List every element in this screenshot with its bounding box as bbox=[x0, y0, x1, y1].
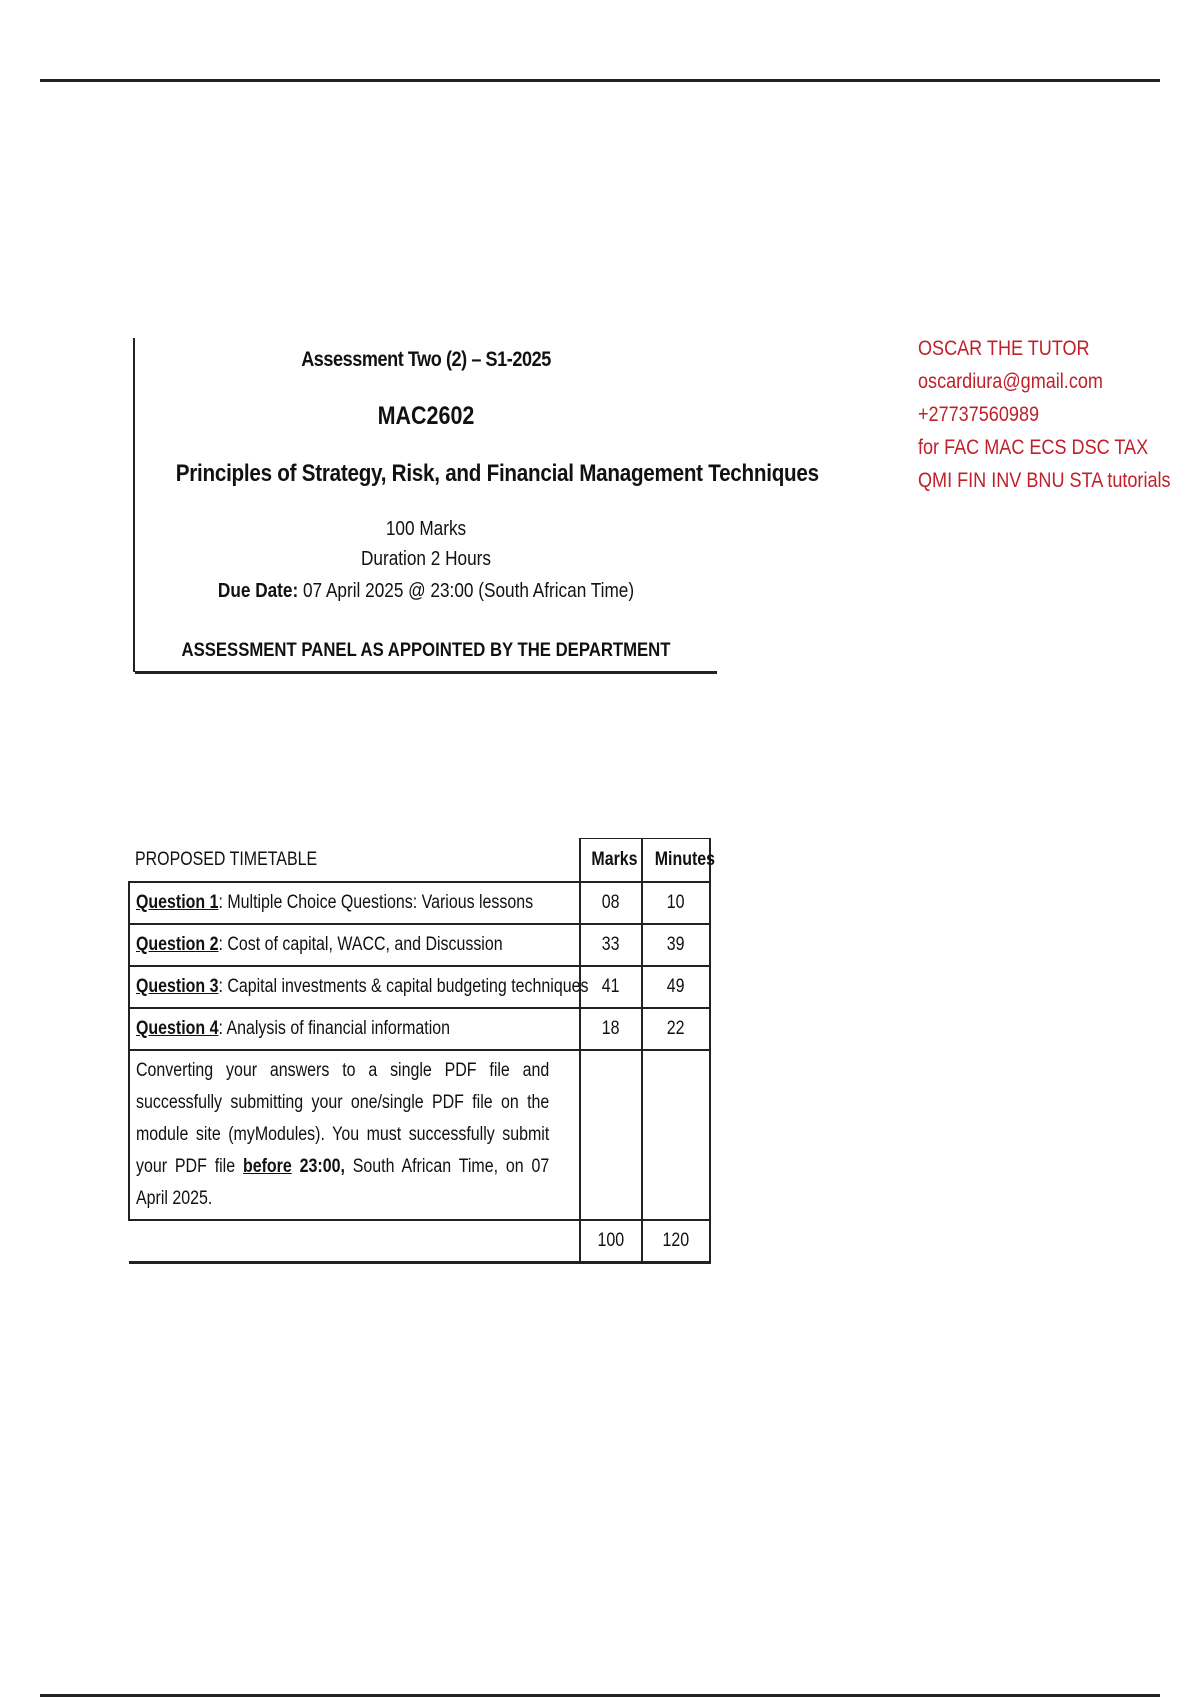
question-label: Question 1 bbox=[136, 892, 219, 913]
question-label: Question 3 bbox=[136, 976, 219, 997]
assessment-title: Assessment Two (2) – S1-2025 bbox=[301, 348, 551, 371]
minutes-cell: 49 bbox=[642, 966, 710, 1008]
minutes-cell: 22 bbox=[642, 1008, 710, 1050]
tutor-phone: +27737560989 bbox=[918, 403, 1040, 426]
header-rule bbox=[40, 79, 1160, 82]
marks-cell: 08 bbox=[580, 882, 642, 924]
col-minutes: Minutes bbox=[642, 839, 710, 883]
tutor-subjects-1: for FAC MAC ECS DSC TAX bbox=[918, 436, 1149, 459]
table-row bbox=[129, 1008, 710, 1050]
question-desc: : Multiple Choice Questions: Various lessons bbox=[218, 892, 534, 913]
module-code: MAC2602 bbox=[377, 402, 475, 430]
table-row bbox=[129, 882, 710, 924]
tutor-subjects-2: QMI FIN INV BNU STA tutorials bbox=[918, 469, 1171, 492]
table-row bbox=[129, 924, 710, 966]
question-desc: : Capital investments & capital budgeting techniques bbox=[218, 976, 589, 997]
timetable-header bbox=[129, 839, 710, 883]
marks-cell: 18 bbox=[580, 1008, 642, 1050]
tutor-email: oscardiura@gmail.com bbox=[918, 370, 1103, 393]
total-marks-cell: 100 bbox=[580, 1220, 642, 1263]
marks-cell: 33 bbox=[580, 924, 642, 966]
question-label: Question 2 bbox=[136, 934, 219, 955]
question-desc: : Analysis of financial information bbox=[218, 1018, 451, 1039]
minutes-cell: 39 bbox=[642, 924, 710, 966]
panel-underline bbox=[135, 671, 717, 674]
footer-rule bbox=[40, 1694, 1160, 1697]
submission-note-row bbox=[129, 1050, 710, 1220]
due-date-value: 07 April 2025 @ 23:00 (South African Time) bbox=[302, 580, 635, 602]
module-title: Principles of Strategy, Risk, and Financial Management Techniques bbox=[175, 460, 819, 487]
question-desc: : Cost of capital, WACC, and Discussion bbox=[218, 934, 503, 955]
col-marks: Marks bbox=[580, 839, 642, 883]
cover-excerpt bbox=[133, 338, 819, 672]
duration: Duration 2 Hours bbox=[360, 548, 492, 570]
total-marks: 100 Marks bbox=[385, 518, 467, 540]
marks-cell: 41 bbox=[580, 966, 642, 1008]
total-row bbox=[129, 1220, 710, 1263]
due-date bbox=[176, 580, 677, 603]
tutor-contact bbox=[918, 332, 1171, 497]
timetable bbox=[128, 838, 716, 1264]
submission-note: Converting your answers to a single PDF file and successfully submitting your one/single PDF file on the module site (myModules). You must successfully submit your PDF file before 23:00, South African Time, on 07 April 2025. bbox=[129, 1050, 580, 1220]
table-row bbox=[129, 966, 710, 1008]
due-date-label: Due Date: bbox=[217, 580, 299, 602]
assessment-panel-heading: ASSESSMENT PANEL AS APPOINTED BY THE DEPARTMENT bbox=[181, 640, 671, 661]
timetable-heading: PROPOSED TIMETABLE bbox=[129, 839, 580, 883]
total-minutes-cell: 120 bbox=[642, 1220, 710, 1263]
question-label: Question 4 bbox=[136, 1018, 219, 1039]
minutes-cell: 10 bbox=[642, 882, 710, 924]
tutor-name: OSCAR THE TUTOR bbox=[918, 337, 1090, 360]
